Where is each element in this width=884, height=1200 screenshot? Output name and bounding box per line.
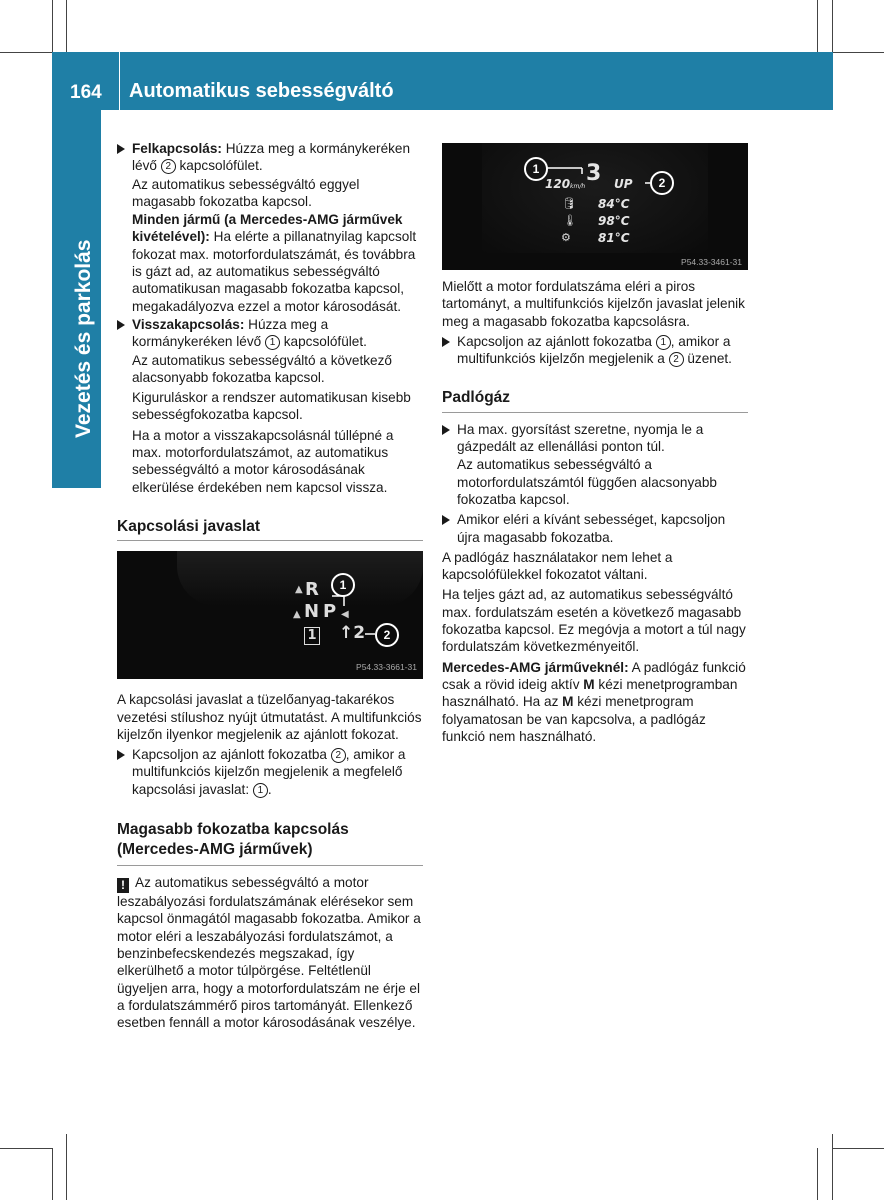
paragraph: Az automatikus sebességváltó a következő alacsonyabb fokozatba kapcsol. — [132, 352, 392, 385]
paragraph: Ha teljes gázt ad, az automatikus sebességváltó max. fordulatszám esetén a következő magasabb fokozatba kapcsol. Ez megóvja a motort a túl nagy fordulatszám következményeitől. — [442, 587, 746, 655]
left-column — [117, 140, 423, 1032]
callout-2-icon: 2 — [375, 623, 399, 647]
crop-mark — [66, 1134, 67, 1200]
text: , amikor a multifunkciós kijelzőn megjelenik a — [457, 333, 731, 367]
list-item-shift-recommendation — [117, 746, 423, 798]
shift-recommendation-image — [117, 551, 423, 679]
text: A padlógáz funkció csak a rövid ideig aktív — [442, 659, 746, 692]
transmission-temp-value: 81°C — [598, 231, 630, 245]
image-code: P54.33-3661-31 — [356, 661, 417, 672]
heading-shift-recommendation: Kapcsolási javaslat — [117, 517, 261, 535]
manual-gear-box: 1 — [304, 627, 320, 645]
oil-temp-icon: 🛢 — [562, 198, 576, 210]
crop-mark — [833, 1148, 884, 1149]
bullet-triangle-icon — [117, 750, 125, 760]
crop-mark — [832, 1134, 833, 1200]
text: Húzza meg a kormánykeréken lévő — [132, 316, 329, 350]
text: Kapcsoljon az ajánlott fokozatba — [457, 333, 656, 349]
arrow-up-icon: ▲ — [295, 584, 303, 596]
gear-r: R — [305, 579, 319, 601]
bullet-triangle-icon — [117, 144, 125, 154]
upshift-label: Felkapcsolás: — [132, 141, 222, 156]
bullet-triangle-icon — [442, 337, 450, 347]
crop-mark — [52, 0, 53, 52]
bold-text: M — [583, 676, 595, 692]
callout-1-icon: 1 — [524, 157, 548, 181]
callout-2-icon: 2 — [650, 171, 674, 195]
upshift-display-image — [442, 143, 748, 270]
text: Ha elérte a pillanatnyilag kapcsolt fokozat max. motorfordulatszámát, és továbbra is gázt ad, az automatikus sebességváltó automatikusan magasabb fokozatba kapcsol, megakadályozva ezzel a motor károsodását. — [132, 229, 417, 314]
text: kapcsolófület. — [279, 334, 367, 350]
callout-1-icon: 1 — [253, 783, 268, 798]
list-item-kickdown-upshift — [442, 511, 748, 546]
oil-temp-value: 84°C — [598, 197, 630, 211]
text: Húzza meg a kormánykeréken lévő — [132, 141, 411, 174]
warning-icon: ! — [117, 878, 129, 893]
paragraph — [132, 211, 423, 315]
crop-mark — [0, 1148, 52, 1149]
section-heading-wrap — [117, 820, 423, 866]
paragraph: A kapcsolási javaslat a tüzelőanyag-takarékos vezetési stílushoz nyújt útmutatást. A multifunkciós kijelzőn ilyenkor megjelenik az ajánlott fokozat. — [117, 692, 422, 742]
paragraph: Az automatikus sebességváltó eggyel magasabb fokozatba kapcsol. — [132, 176, 360, 209]
text: Kapcsoljon az ajánlott fokozatba — [132, 747, 331, 763]
heading-amg-upshift: Magasabb fokozatba kapcsolás (Mercedes-AMG járművek) — [117, 821, 349, 859]
list-item-upshift — [117, 140, 423, 315]
warning-paragraph — [117, 874, 423, 1031]
text: . — [267, 781, 272, 797]
header-divider — [119, 52, 120, 110]
bullet-triangle-icon — [442, 425, 450, 435]
crop-mark — [52, 1148, 53, 1200]
callout-1-icon: 1 — [265, 335, 280, 350]
section-heading-wrap — [442, 389, 748, 412]
warning-text: Az automatikus sebességváltó a motor leszabályozási fordulatszámának elérésekor sem kapcsol önmagától magasabb fokozatba. Amikor a motor eléri a leszabályozási fordulatszámot, a benzinbefecskendezés megszakad, így elkerülhető a motor túlpörgése. Feltétlenül ügyeljen arra, hogy a motorfordulatszám ne érje el a fordulatszámmérő piros tartományát. Ellenkező esetben fennáll a motor károsodásának veszélye. — [117, 875, 421, 1031]
callout-1-icon: 1 — [656, 335, 671, 350]
paragraph: Ha a motor a visszakapcsolásnál túllépné a max. motorfordulatszámot, az automatikus sebességváltó a motor károsodásának elkerülése érdekében nem kapcsol vissza. — [132, 427, 394, 495]
speed-value: 120 — [545, 177, 571, 191]
text: , amikor a multifunkciós kijelzőn megjelenik a megfelelő kapcsolási javaslat: — [132, 747, 406, 797]
arrow-up-icon: ▲ — [293, 609, 301, 621]
callout-2-icon: 2 — [669, 352, 684, 367]
crop-mark — [817, 0, 818, 52]
page-title: Automatikus sebességváltó — [129, 80, 394, 102]
callout-lines — [442, 143, 748, 270]
up-message: UP — [614, 177, 633, 191]
upshift-recommendation: ↑2 — [339, 623, 366, 644]
paragraph: Mielőtt a motor fordulatszáma eléri a piros tartományt, a multifunkciós kijelzőn javaslat jelenik meg a magasabb fokozatba kapcsolásra. — [442, 279, 745, 329]
text: kapcsolófület. — [175, 158, 263, 174]
downshift-label: Visszakapcsolás: — [132, 316, 245, 332]
crop-mark — [833, 52, 884, 53]
bold-text: Mercedes-AMG járműveknél: — [442, 659, 629, 675]
transmission-temp-icon: ⚙ — [561, 232, 571, 244]
heading-kickdown: Padlógáz — [442, 389, 511, 407]
section-side-label: Vezetés és parkolás — [72, 239, 95, 438]
section-heading-wrap — [117, 518, 423, 541]
arrow-left-icon: ◀ — [341, 609, 349, 621]
coolant-temp-icon: 🌡 — [563, 215, 577, 227]
text: kézi menetprogram folyamatosan be van kapcsolva, a padlógáz funkció nem használható. — [442, 694, 706, 744]
callout-1-icon: 1 — [331, 573, 355, 597]
paragraph: Ha max. gyorsítást szeretne, nyomja le a gázpedált az ellenállási ponton túl. — [457, 421, 704, 455]
list-item-downshift — [117, 316, 423, 496]
bold-text: Minden jármű (a Mercedes-AMG járművek kivételével): — [132, 212, 403, 245]
crop-mark — [0, 52, 52, 53]
list-item-upshift-advice — [442, 333, 748, 368]
gear-p: P — [323, 601, 337, 623]
paragraph — [442, 659, 748, 745]
paragraph: Az automatikus sebességváltó a motorfordulatszámtól függően alacsonyabb fokozatba kapcsol. — [457, 457, 717, 507]
paragraph: Kiguruláskor a rendszer automatikusan kisebb sebességfokozatba kapcsol. — [132, 390, 411, 423]
callout-2-icon: 2 — [331, 748, 346, 763]
gear-n: N — [304, 601, 320, 623]
speed-unit: km/h — [570, 183, 586, 190]
paragraph: Amikor eléri a kívánt sebességet, kapcsoljon újra magasabb fokozatba. — [457, 512, 726, 545]
gear-number: 3 — [586, 161, 602, 186]
bullet-triangle-icon — [117, 320, 125, 330]
image-code: P54.33-3461-31 — [681, 257, 742, 267]
text: üzenet. — [683, 351, 732, 367]
callout-2-icon: 2 — [161, 159, 176, 174]
right-column — [442, 278, 748, 746]
list-item-kickdown — [442, 421, 748, 508]
paragraph: A padlógáz használatakor nem lehet a kapcsolófülekkel fokozatot váltani. — [442, 549, 673, 583]
bold-text: M — [562, 694, 574, 710]
text: kézi menetprogramban használható. Ha az — [442, 676, 738, 710]
coolant-temp-value: 98°C — [598, 214, 630, 228]
page-number: 164 — [70, 82, 102, 103]
crop-mark — [817, 1148, 818, 1200]
bullet-triangle-icon — [442, 515, 450, 525]
